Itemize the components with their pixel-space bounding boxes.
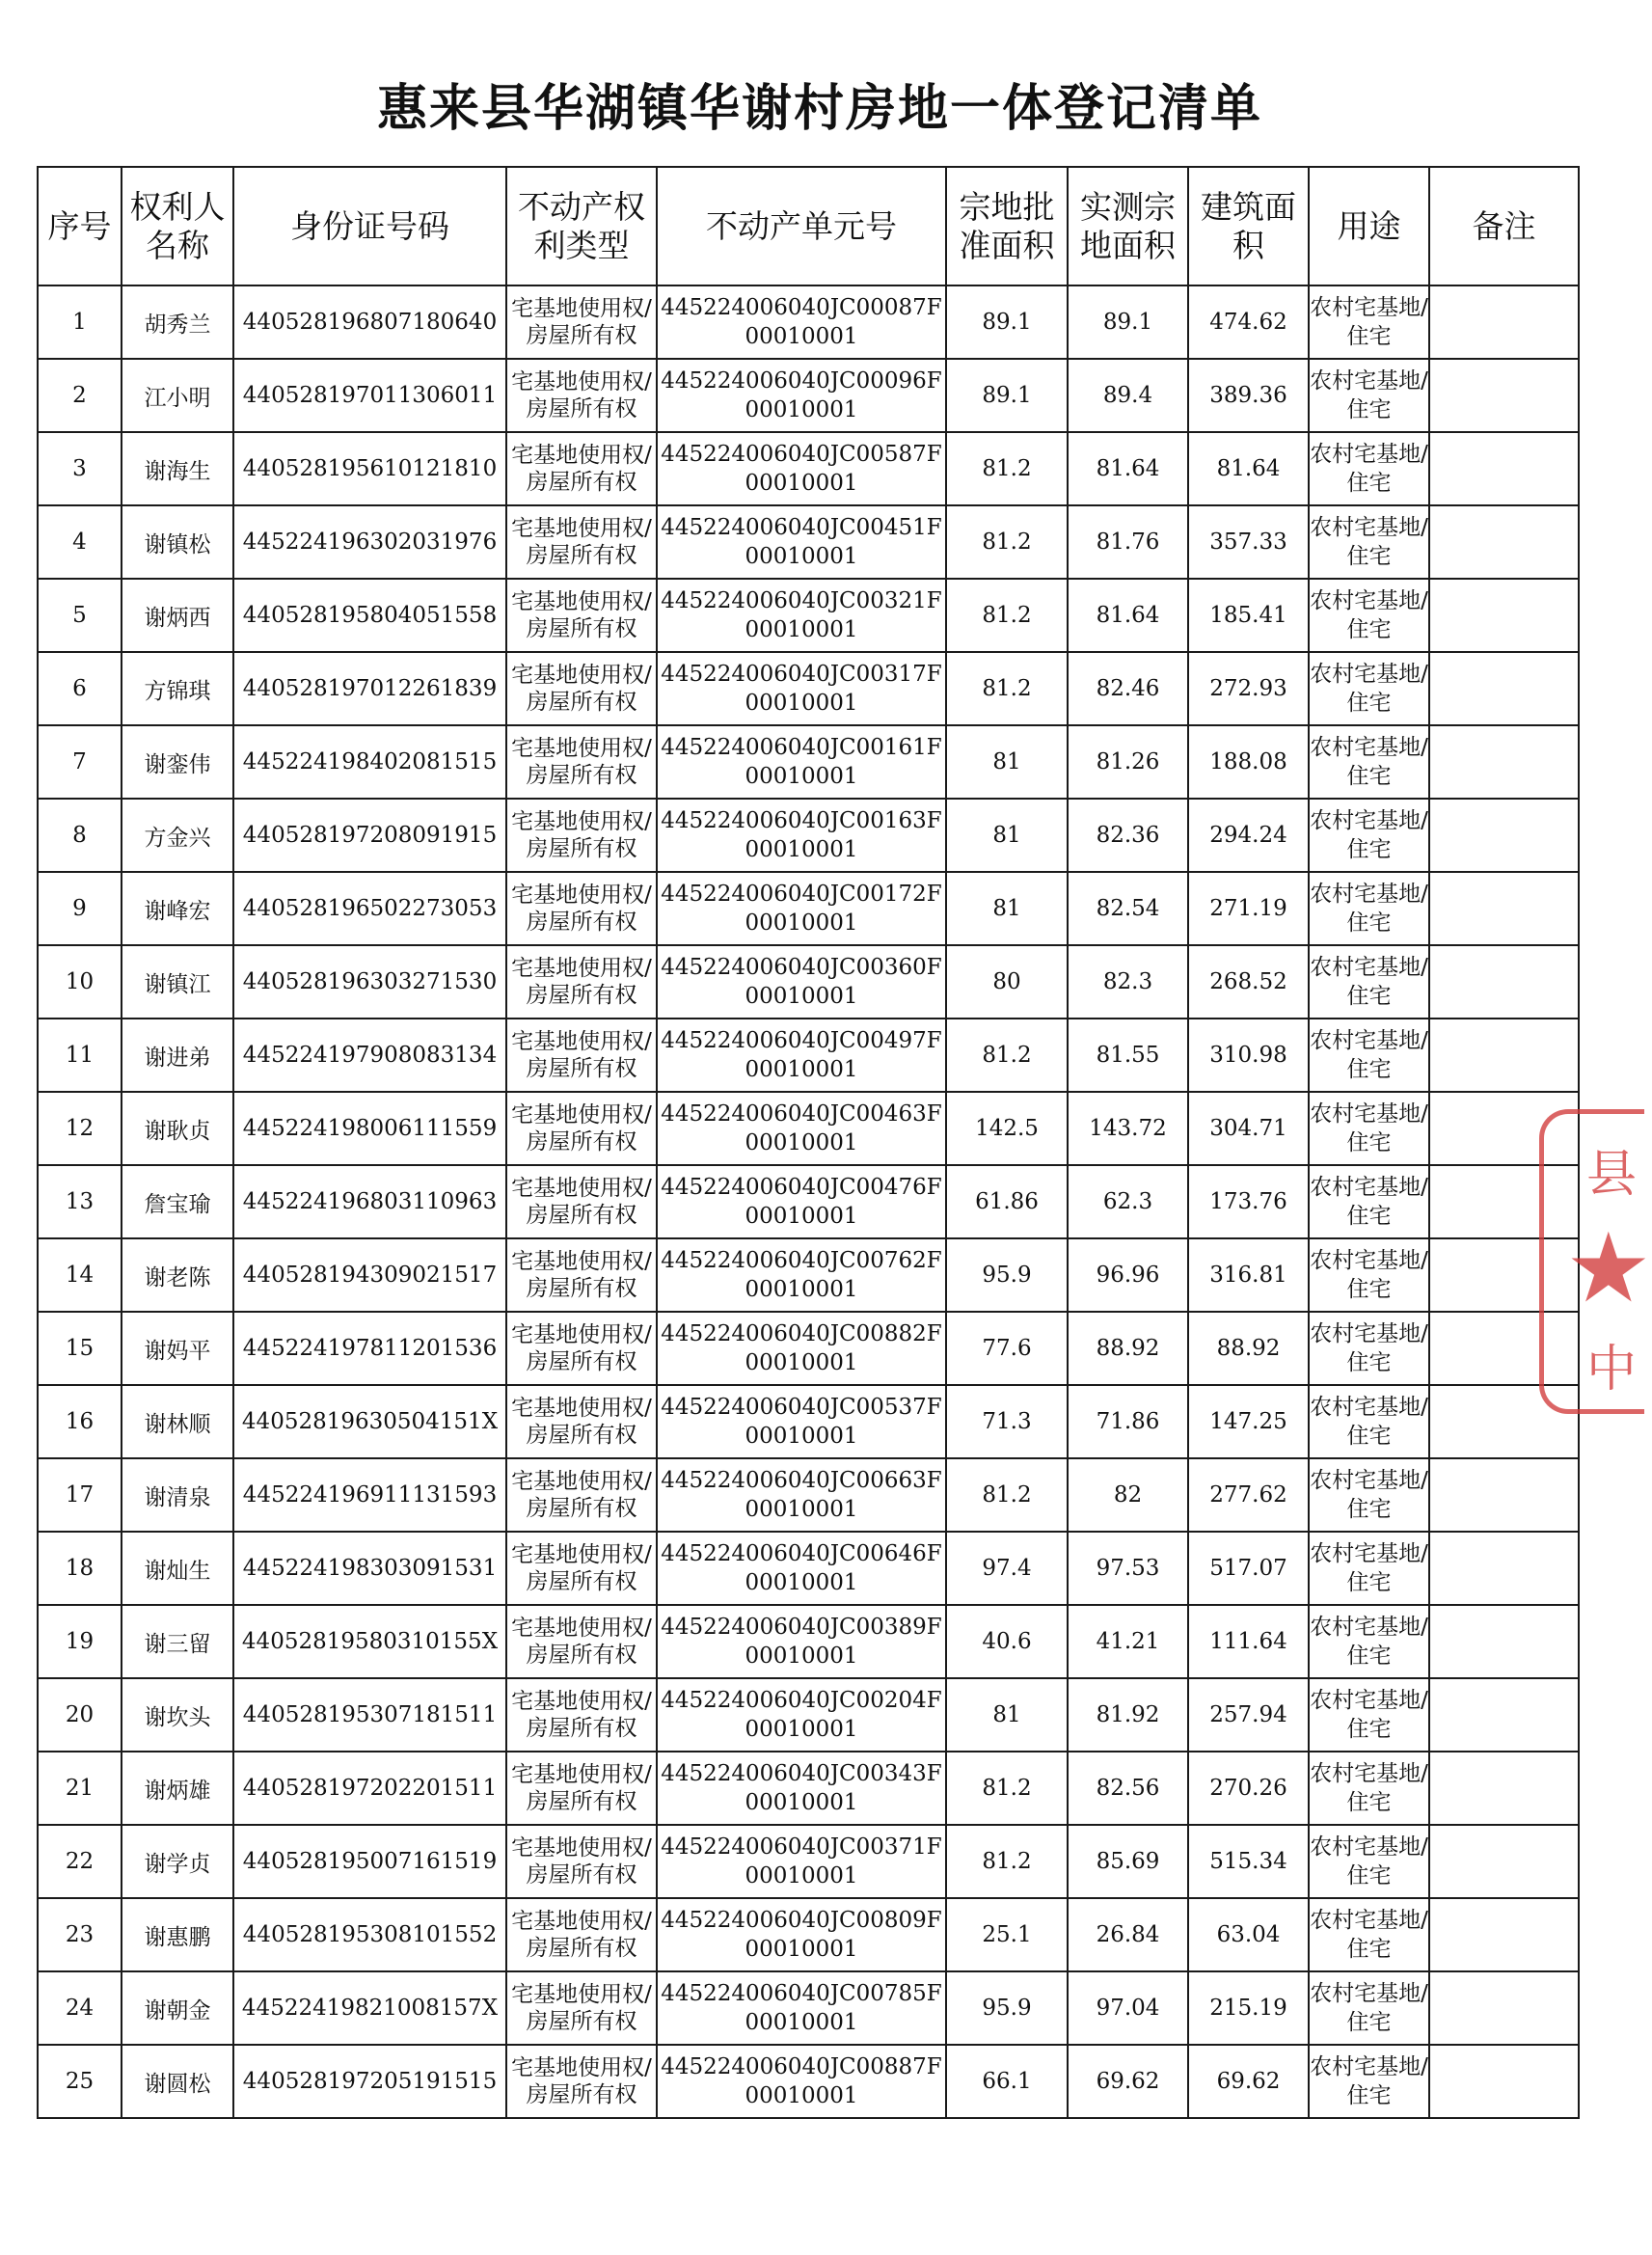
cell-id-number: 440528196502273053 <box>233 872 506 945</box>
cell-building-area: 389.36 <box>1188 359 1309 432</box>
cell-measured-area: 81.76 <box>1068 505 1188 579</box>
cell-measured-area: 88.92 <box>1068 1312 1188 1385</box>
seal-star-icon: ★ <box>1565 1211 1652 1324</box>
cell-measured-area: 71.86 <box>1068 1385 1188 1458</box>
cell-owner: 谢三留 <box>122 1605 233 1678</box>
cell-remark <box>1429 1605 1579 1678</box>
cell-approved-area: 61.86 <box>946 1165 1068 1238</box>
cell-approved-area: 95.9 <box>946 1238 1068 1312</box>
cell-seq: 9 <box>38 872 122 945</box>
cell-approved-area: 66.1 <box>946 2045 1068 2118</box>
table-row <box>38 1165 1579 1238</box>
cell-owner: 谢灿生 <box>122 1532 233 1605</box>
table-row <box>38 725 1579 799</box>
cell-id-number: 445224198006111559 <box>233 1092 506 1165</box>
table-row <box>38 1312 1579 1385</box>
cell-id-number: 445224198303091531 <box>233 1532 506 1605</box>
cell-seq: 14 <box>38 1238 122 1312</box>
cell-measured-area: 81.64 <box>1068 579 1188 652</box>
cell-approved-area: 80 <box>946 945 1068 1019</box>
cell-approved-area: 97.4 <box>946 1532 1068 1605</box>
cell-unit-no: 445224006040JC00646F00010001 <box>657 1532 946 1605</box>
cell-use: 农村宅基地/住宅 <box>1309 1898 1429 1971</box>
cell-right-type: 宅基地使用权/房屋所有权 <box>506 1678 657 1752</box>
cell-id-number: 440528195804051558 <box>233 579 506 652</box>
cell-use: 农村宅基地/住宅 <box>1309 1752 1429 1825</box>
cell-use: 农村宅基地/住宅 <box>1309 1312 1429 1385</box>
cell-approved-area: 81.2 <box>946 432 1068 505</box>
cell-building-area: 88.92 <box>1188 1312 1309 1385</box>
cell-building-area: 185.41 <box>1188 579 1309 652</box>
cell-owner: 谢老陈 <box>122 1238 233 1312</box>
cell-owner: 谢学贞 <box>122 1825 233 1898</box>
cell-seq: 2 <box>38 359 122 432</box>
cell-measured-area: 82.36 <box>1068 799 1188 872</box>
cell-id-number: 440528195610121810 <box>233 432 506 505</box>
cell-owner: 谢林顺 <box>122 1385 233 1458</box>
cell-remark <box>1429 799 1579 872</box>
cell-owner: 江小明 <box>122 359 233 432</box>
cell-right-type: 宅基地使用权/房屋所有权 <box>506 945 657 1019</box>
cell-remark <box>1429 1825 1579 1898</box>
cell-measured-area: 96.96 <box>1068 1238 1188 1312</box>
table-row <box>38 652 1579 725</box>
cell-measured-area: 82.3 <box>1068 945 1188 1019</box>
cell-approved-area: 81 <box>946 799 1068 872</box>
cell-owner: 谢峰宏 <box>122 872 233 945</box>
table-row <box>38 1898 1579 1971</box>
cell-seq: 18 <box>38 1532 122 1605</box>
cell-remark <box>1429 432 1579 505</box>
cell-unit-no: 445224006040JC00762F00010001 <box>657 1238 946 1312</box>
cell-seq: 17 <box>38 1458 122 1532</box>
cell-seq: 19 <box>38 1605 122 1678</box>
cell-building-area: 294.24 <box>1188 799 1309 872</box>
cell-right-type: 宅基地使用权/房屋所有权 <box>506 359 657 432</box>
table-row <box>38 359 1579 432</box>
cell-use: 农村宅基地/住宅 <box>1309 945 1429 1019</box>
cell-measured-area: 82.54 <box>1068 872 1188 945</box>
header-owner: 权利人名称 <box>122 167 233 285</box>
table-header-row <box>38 167 1579 285</box>
cell-seq: 7 <box>38 725 122 799</box>
cell-seq: 23 <box>38 1898 122 1971</box>
cell-building-area: 188.08 <box>1188 725 1309 799</box>
table-body <box>38 285 1579 2118</box>
cell-right-type: 宅基地使用权/房屋所有权 <box>506 1898 657 1971</box>
cell-use: 农村宅基地/住宅 <box>1309 432 1429 505</box>
cell-owner: 谢炳雄 <box>122 1752 233 1825</box>
cell-use: 农村宅基地/住宅 <box>1309 579 1429 652</box>
cell-building-area: 271.19 <box>1188 872 1309 945</box>
cell-seq: 24 <box>38 1971 122 2045</box>
cell-use: 农村宅基地/住宅 <box>1309 1825 1429 1898</box>
cell-unit-no: 445224006040JC00785F00010001 <box>657 1971 946 2045</box>
cell-use: 农村宅基地/住宅 <box>1309 799 1429 872</box>
table-row <box>38 945 1579 1019</box>
cell-owner: 谢坎头 <box>122 1678 233 1752</box>
cell-right-type: 宅基地使用权/房屋所有权 <box>506 872 657 945</box>
cell-approved-area: 40.6 <box>946 1605 1068 1678</box>
cell-seq: 4 <box>38 505 122 579</box>
cell-right-type: 宅基地使用权/房屋所有权 <box>506 432 657 505</box>
cell-building-area: 474.62 <box>1188 285 1309 359</box>
cell-id-number: 440528196303271530 <box>233 945 506 1019</box>
cell-building-area: 63.04 <box>1188 1898 1309 1971</box>
cell-id-number: 440528196807180640 <box>233 285 506 359</box>
cell-unit-no: 445224006040JC00476F00010001 <box>657 1165 946 1238</box>
cell-right-type: 宅基地使用权/房屋所有权 <box>506 1165 657 1238</box>
cell-right-type: 宅基地使用权/房屋所有权 <box>506 1605 657 1678</box>
table-row <box>38 1385 1579 1458</box>
cell-seq: 16 <box>38 1385 122 1458</box>
cell-use: 农村宅基地/住宅 <box>1309 285 1429 359</box>
cell-remark <box>1429 2045 1579 2118</box>
cell-id-number: 44052819580310155X <box>233 1605 506 1678</box>
cell-id-number: 440528197208091915 <box>233 799 506 872</box>
cell-remark <box>1429 285 1579 359</box>
cell-use: 农村宅基地/住宅 <box>1309 1238 1429 1312</box>
cell-use: 农村宅基地/住宅 <box>1309 1605 1429 1678</box>
cell-right-type: 宅基地使用权/房屋所有权 <box>506 652 657 725</box>
cell-measured-area: 82.56 <box>1068 1752 1188 1825</box>
cell-approved-area: 81.2 <box>946 652 1068 725</box>
cell-id-number: 440528195308101552 <box>233 1898 506 1971</box>
cell-right-type: 宅基地使用权/房屋所有权 <box>506 2045 657 2118</box>
cell-id-number: 440528197012261839 <box>233 652 506 725</box>
cell-seq: 13 <box>38 1165 122 1238</box>
cell-seq: 15 <box>38 1312 122 1385</box>
cell-id-number: 440528197202201511 <box>233 1752 506 1825</box>
cell-approved-area: 81 <box>946 872 1068 945</box>
cell-measured-area: 81.64 <box>1068 432 1188 505</box>
cell-owner: 谢清泉 <box>122 1458 233 1532</box>
cell-right-type: 宅基地使用权/房屋所有权 <box>506 1825 657 1898</box>
cell-remark <box>1429 1458 1579 1532</box>
cell-measured-area: 81.55 <box>1068 1019 1188 1092</box>
cell-owner: 谢朝金 <box>122 1971 233 2045</box>
cell-measured-area: 97.04 <box>1068 1971 1188 2045</box>
table-row <box>38 1019 1579 1092</box>
cell-id-number: 445224196803110963 <box>233 1165 506 1238</box>
cell-building-area: 257.94 <box>1188 1678 1309 1752</box>
cell-approved-area: 81.2 <box>946 505 1068 579</box>
cell-unit-no: 445224006040JC00204F00010001 <box>657 1678 946 1752</box>
cell-owner: 谢銮伟 <box>122 725 233 799</box>
table-row <box>38 432 1579 505</box>
table-row <box>38 799 1579 872</box>
cell-building-area: 277.62 <box>1188 1458 1309 1532</box>
cell-measured-area: 81.26 <box>1068 725 1188 799</box>
cell-unit-no: 445224006040JC00360F00010001 <box>657 945 946 1019</box>
cell-building-area: 268.52 <box>1188 945 1309 1019</box>
table-row <box>38 1971 1579 2045</box>
cell-building-area: 272.93 <box>1188 652 1309 725</box>
cell-seq: 8 <box>38 799 122 872</box>
cell-unit-no: 445224006040JC00882F00010001 <box>657 1312 946 1385</box>
table-row <box>38 1678 1579 1752</box>
cell-right-type: 宅基地使用权/房屋所有权 <box>506 1092 657 1165</box>
cell-seq: 21 <box>38 1752 122 1825</box>
cell-right-type: 宅基地使用权/房屋所有权 <box>506 1238 657 1312</box>
cell-unit-no: 445224006040JC00537F00010001 <box>657 1385 946 1458</box>
cell-remark <box>1429 505 1579 579</box>
header-approved-area: 宗地批准面积 <box>946 167 1068 285</box>
cell-measured-area: 89.1 <box>1068 285 1188 359</box>
cell-building-area: 215.19 <box>1188 1971 1309 2045</box>
table-row <box>38 1752 1579 1825</box>
cell-building-area: 515.34 <box>1188 1825 1309 1898</box>
cell-owner: 方金兴 <box>122 799 233 872</box>
header-id: 身份证号码 <box>233 167 506 285</box>
cell-use: 农村宅基地/住宅 <box>1309 1532 1429 1605</box>
cell-unit-no: 445224006040JC00497F00010001 <box>657 1019 946 1092</box>
cell-right-type: 宅基地使用权/房屋所有权 <box>506 799 657 872</box>
cell-measured-area: 41.21 <box>1068 1605 1188 1678</box>
page-title: 惠来县华湖镇华谢村房地一体登记清单 <box>376 80 1262 138</box>
cell-owner: 谢圆松 <box>122 2045 233 2118</box>
cell-owner: 谢镇江 <box>122 945 233 1019</box>
cell-unit-no: 445224006040JC00163F00010001 <box>657 799 946 872</box>
cell-building-area: 111.64 <box>1188 1605 1309 1678</box>
cell-approved-area: 81.2 <box>946 579 1068 652</box>
cell-approved-area: 81.2 <box>946 1019 1068 1092</box>
cell-id-number: 445224197908083134 <box>233 1019 506 1092</box>
cell-use: 农村宅基地/住宅 <box>1309 1165 1429 1238</box>
cell-approved-area: 89.1 <box>946 285 1068 359</box>
cell-measured-area: 81.92 <box>1068 1678 1188 1752</box>
cell-remark <box>1429 1678 1579 1752</box>
cell-remark <box>1429 359 1579 432</box>
cell-owner: 谢进弟 <box>122 1019 233 1092</box>
cell-building-area: 310.98 <box>1188 1019 1309 1092</box>
cell-seq: 25 <box>38 2045 122 2118</box>
cell-owner: 谢炳西 <box>122 579 233 652</box>
cell-right-type: 宅基地使用权/房屋所有权 <box>506 1385 657 1458</box>
table-row <box>38 1238 1579 1312</box>
cell-use: 农村宅基地/住宅 <box>1309 1458 1429 1532</box>
cell-right-type: 宅基地使用权/房屋所有权 <box>506 1019 657 1092</box>
cell-seq: 1 <box>38 285 122 359</box>
cell-remark <box>1429 1898 1579 1971</box>
cell-use: 农村宅基地/住宅 <box>1309 1678 1429 1752</box>
cell-use: 农村宅基地/住宅 <box>1309 1971 1429 2045</box>
header-remark: 备注 <box>1429 167 1579 285</box>
cell-building-area: 304.71 <box>1188 1092 1309 1165</box>
cell-id-number: 440528197205191515 <box>233 2045 506 2118</box>
cell-unit-no: 445224006040JC00317F00010001 <box>657 652 946 725</box>
table-row <box>38 1532 1579 1605</box>
cell-unit-no: 445224006040JC00887F00010001 <box>657 2045 946 2118</box>
cell-approved-area: 89.1 <box>946 359 1068 432</box>
cell-unit-no: 445224006040JC00096F00010001 <box>657 359 946 432</box>
cell-approved-area: 81.2 <box>946 1752 1068 1825</box>
cell-remark <box>1429 725 1579 799</box>
cell-measured-area: 85.69 <box>1068 1825 1188 1898</box>
cell-unit-no: 445224006040JC00809F00010001 <box>657 1898 946 1971</box>
cell-measured-area: 82 <box>1068 1458 1188 1532</box>
cell-id-number: 440528197011306011 <box>233 359 506 432</box>
header-right-type: 不动产权利类型 <box>506 167 657 285</box>
cell-approved-area: 25.1 <box>946 1898 1068 1971</box>
cell-building-area: 357.33 <box>1188 505 1309 579</box>
cell-id-number: 445224198402081515 <box>233 725 506 799</box>
cell-right-type: 宅基地使用权/房屋所有权 <box>506 285 657 359</box>
cell-seq: 10 <box>38 945 122 1019</box>
cell-seq: 20 <box>38 1678 122 1752</box>
cell-use: 农村宅基地/住宅 <box>1309 725 1429 799</box>
cell-owner: 谢镇松 <box>122 505 233 579</box>
cell-use: 农村宅基地/住宅 <box>1309 1385 1429 1458</box>
cell-remark <box>1429 1971 1579 2045</box>
cell-measured-area: 89.4 <box>1068 359 1188 432</box>
cell-unit-no: 445224006040JC00343F00010001 <box>657 1752 946 1825</box>
table-row <box>38 1092 1579 1165</box>
cell-measured-area: 26.84 <box>1068 1898 1188 1971</box>
cell-seq: 22 <box>38 1825 122 1898</box>
cell-building-area: 69.62 <box>1188 2045 1309 2118</box>
cell-seq: 5 <box>38 579 122 652</box>
cell-building-area: 173.76 <box>1188 1165 1309 1238</box>
table-row <box>38 285 1579 359</box>
cell-unit-no: 445224006040JC00451F00010001 <box>657 505 946 579</box>
cell-id-number: 440528194309021517 <box>233 1238 506 1312</box>
cell-seq: 11 <box>38 1019 122 1092</box>
header-building-area: 建筑面积 <box>1188 167 1309 285</box>
table-row <box>38 505 1579 579</box>
cell-unit-no: 445224006040JC00389F00010001 <box>657 1605 946 1678</box>
cell-unit-no: 445224006040JC00321F00010001 <box>657 579 946 652</box>
cell-owner: 谢耿贞 <box>122 1092 233 1165</box>
cell-right-type: 宅基地使用权/房屋所有权 <box>506 725 657 799</box>
table-row <box>38 1458 1579 1532</box>
header-seq: 序号 <box>38 167 122 285</box>
table-row <box>38 579 1579 652</box>
cell-unit-no: 445224006040JC00587F00010001 <box>657 432 946 505</box>
cell-approved-area: 81.2 <box>946 1825 1068 1898</box>
cell-right-type: 宅基地使用权/房屋所有权 <box>506 1312 657 1385</box>
cell-seq: 3 <box>38 432 122 505</box>
cell-right-type: 宅基地使用权/房屋所有权 <box>506 505 657 579</box>
cell-unit-no: 445224006040JC00172F00010001 <box>657 872 946 945</box>
cell-right-type: 宅基地使用权/房屋所有权 <box>506 579 657 652</box>
cell-owner: 胡秀兰 <box>122 285 233 359</box>
cell-approved-area: 71.3 <box>946 1385 1068 1458</box>
cell-id-number: 445224196302031976 <box>233 505 506 579</box>
table-row <box>38 872 1579 945</box>
cell-measured-area: 62.3 <box>1068 1165 1188 1238</box>
cell-use: 农村宅基地/住宅 <box>1309 652 1429 725</box>
cell-unit-no: 445224006040JC00663F00010001 <box>657 1458 946 1532</box>
cell-measured-area: 82.46 <box>1068 652 1188 725</box>
cell-right-type: 宅基地使用权/房屋所有权 <box>506 1532 657 1605</box>
cell-approved-area: 81 <box>946 1678 1068 1752</box>
cell-id-number: 445224197811201536 <box>233 1312 506 1385</box>
cell-id-number: 44522419821008157X <box>233 1971 506 2045</box>
cell-building-area: 316.81 <box>1188 1238 1309 1312</box>
cell-use: 农村宅基地/住宅 <box>1309 872 1429 945</box>
cell-unit-no: 445224006040JC00371F00010001 <box>657 1825 946 1898</box>
cell-id-number: 445224196911131593 <box>233 1458 506 1532</box>
cell-use: 农村宅基地/住宅 <box>1309 2045 1429 2118</box>
cell-seq: 12 <box>38 1092 122 1165</box>
cell-measured-area: 143.72 <box>1068 1092 1188 1165</box>
cell-id-number: 440528195307181511 <box>233 1678 506 1752</box>
cell-remark <box>1429 945 1579 1019</box>
header-use: 用途 <box>1309 167 1429 285</box>
cell-approved-area: 81.2 <box>946 1458 1068 1532</box>
cell-remark <box>1429 1752 1579 1825</box>
cell-id-number: 44052819630504151X <box>233 1385 506 1458</box>
cell-remark <box>1429 579 1579 652</box>
cell-owner: 谢海生 <box>122 432 233 505</box>
cell-measured-area: 69.62 <box>1068 2045 1188 2118</box>
seal-char-county: 县 <box>1586 1146 1638 1204</box>
cell-right-type: 宅基地使用权/房屋所有权 <box>506 1458 657 1532</box>
registration-table <box>37 166 1580 2119</box>
header-measured-area: 实测宗地面积 <box>1068 167 1188 285</box>
cell-approved-area: 81 <box>946 725 1068 799</box>
cell-right-type: 宅基地使用权/房屋所有权 <box>506 1752 657 1825</box>
table-row <box>38 1825 1579 1898</box>
cell-right-type: 宅基地使用权/房屋所有权 <box>506 1971 657 2045</box>
cell-building-area: 517.07 <box>1188 1532 1309 1605</box>
cell-unit-no: 445224006040JC00087F00010001 <box>657 285 946 359</box>
cell-building-area: 147.25 <box>1188 1385 1309 1458</box>
cell-unit-no: 445224006040JC00161F00010001 <box>657 725 946 799</box>
red-seal-stamp <box>1539 1109 1652 1414</box>
cell-remark <box>1429 1019 1579 1092</box>
cell-remark <box>1429 1532 1579 1605</box>
cell-use: 农村宅基地/住宅 <box>1309 359 1429 432</box>
cell-building-area: 81.64 <box>1188 432 1309 505</box>
cell-use: 农村宅基地/住宅 <box>1309 1092 1429 1165</box>
cell-owner: 谢妈平 <box>122 1312 233 1385</box>
table-row <box>38 2045 1579 2118</box>
cell-approved-area: 142.5 <box>946 1092 1068 1165</box>
cell-building-area: 270.26 <box>1188 1752 1309 1825</box>
seal-char-middle: 中 <box>1586 1341 1638 1399</box>
cell-approved-area: 95.9 <box>946 1971 1068 2045</box>
cell-owner: 谢惠鹏 <box>122 1898 233 1971</box>
cell-use: 农村宅基地/住宅 <box>1309 505 1429 579</box>
cell-owner: 詹宝瑜 <box>122 1165 233 1238</box>
cell-seq: 6 <box>38 652 122 725</box>
cell-use: 农村宅基地/住宅 <box>1309 1019 1429 1092</box>
table-row <box>38 1605 1579 1678</box>
cell-remark <box>1429 872 1579 945</box>
cell-approved-area: 77.6 <box>946 1312 1068 1385</box>
cell-measured-area: 97.53 <box>1068 1532 1188 1605</box>
cell-remark <box>1429 652 1579 725</box>
cell-owner: 方锦琪 <box>122 652 233 725</box>
header-unit-no: 不动产单元号 <box>657 167 946 285</box>
cell-id-number: 440528195007161519 <box>233 1825 506 1898</box>
cell-unit-no: 445224006040JC00463F00010001 <box>657 1092 946 1165</box>
